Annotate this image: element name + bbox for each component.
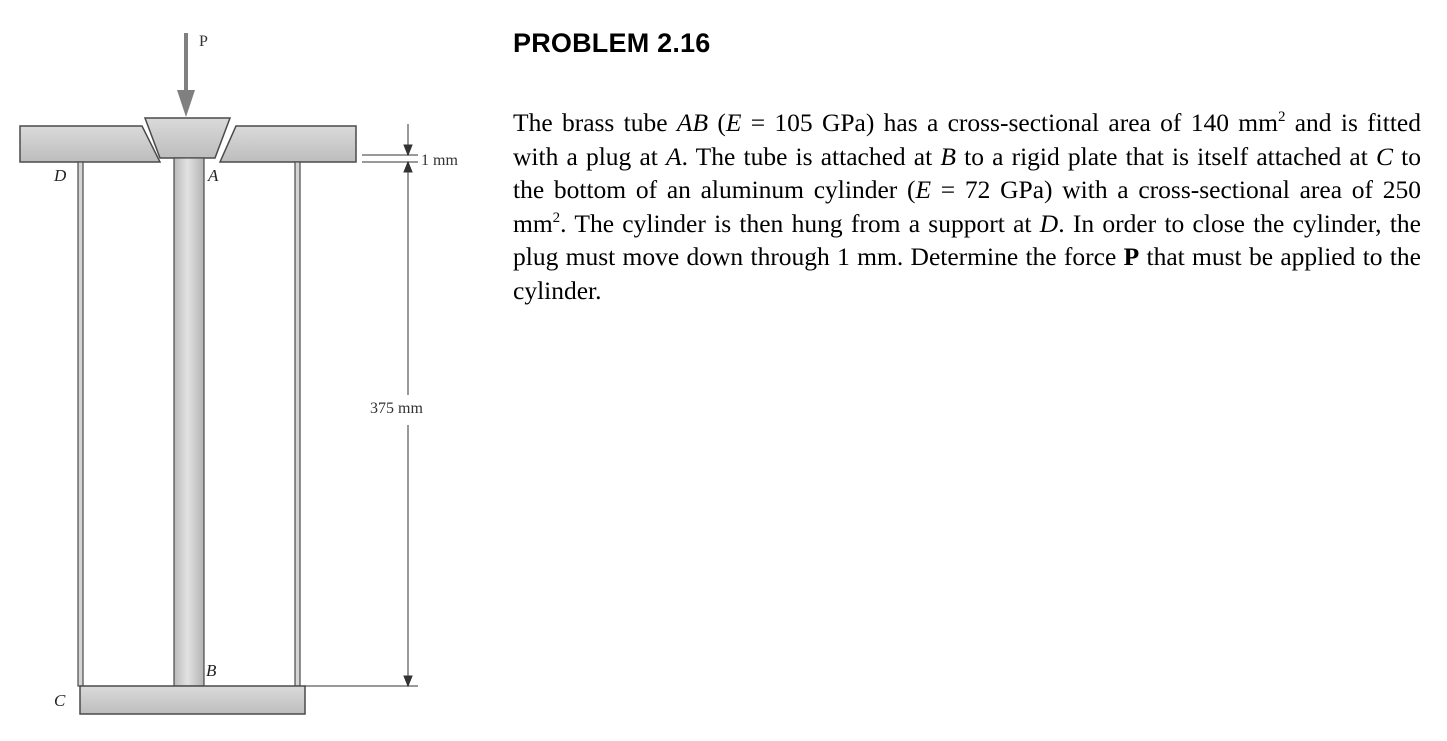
label-b: B <box>206 661 217 680</box>
force-arrow-icon <box>177 33 195 117</box>
cylinder-left-wall <box>78 162 83 686</box>
gap-dimension <box>362 124 418 172</box>
gap-dimension-label: 1 mm <box>421 152 458 169</box>
label-c: C <box>54 691 66 710</box>
cylinder-right-wall <box>295 162 300 686</box>
brass-tube-ab <box>174 158 204 686</box>
length-dimension-label: 375 mm <box>370 400 423 417</box>
problem-statement: The brass tube AB (E = 105 GPa) has a cross-sectional area of 140 $mm^2$ and is fitted with a plug at A. The tube is attached at B to a rigid plate that is itself attached at C to the bottom of an aluminum cylinder (E = 72 GPa) with a cross-sectional area of 250 $mm^2$. The cylinder is then hung from a support at D. In order to close the cylinder, the plug must move down through 1 mm. Determine the force P that must be applied to the cylinder. <box>513 108 1421 305</box>
top-support-plate-right <box>220 126 356 162</box>
label-a: A <box>208 166 219 185</box>
force-label: P <box>199 33 208 50</box>
plug-a <box>145 118 230 158</box>
problem-title: PROBLEM 2.16 <box>513 28 711 58</box>
label-d: D <box>54 166 67 185</box>
problem-figure <box>0 0 490 741</box>
rigid-bottom-plate <box>80 686 305 714</box>
length-dimension <box>305 172 418 686</box>
top-support-plate-left <box>20 126 160 162</box>
